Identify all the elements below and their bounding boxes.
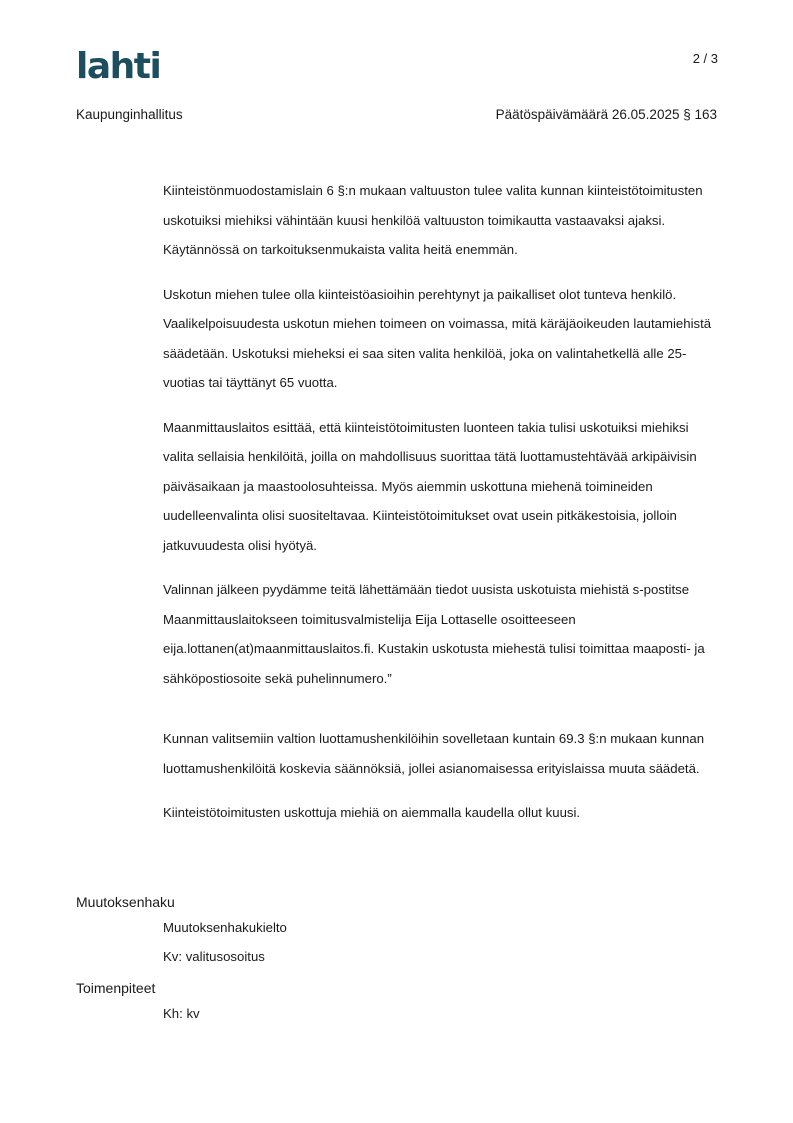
body-paragraph: Kunnan valitsemiin valtion luottamushenkilöihin sovelletaan kuntain 69.3 §:n mukaan kunnan luottamushenkilöitä koskevia säännöksiä, jollei asianomaisessa erityislaissa muuta säädetä. [163,731,705,776]
page-number: 2 / 3 [692,51,718,66]
actions-item: Kh: kv [163,1006,200,1021]
decision-date: Päätöspäivämäärä 26.05.2025 § 163 [495,107,717,122]
appeal-heading: Muutoksenhaku [76,894,175,910]
decision-body [163,176,719,843]
body-paragraph: Maanmittauslaitos esittää, että kiinteistötoimitusten luonteen takia tulisi uskotuiksi miehiksi valita sellaisia henkilöitä, joilla on mahdollisuus suorittaa tätä luottamustehtävää arkipäivisin päiväsaikaan ja maastoolosuhteissa. Myös aiemmin uskottuna miehenä toimineiden uudelleenvalinta olisi suositeltavaa. Kiinteistötoimitukset ovat usein pitkäkestoisia, jolloin jatkuvuudesta olisi hyötyä. [163,419,697,553]
body-paragraph: Kiinteistönmuodostamislain 6 §:n mukaan valtuuston tulee valita kunnan kiinteistötoimitusten uskotuiksi miehiksi vähintään kuusi henkilöä valtuuston toimikautta vastaavaksi ajaksi. Käytännössä on tarkoituksenmukaista valita heitä enemmän. [163,183,703,257]
logo-wordmark: lahti [76,46,161,84]
lahti-logo [76,44,168,84]
appeal-item: Kv: valitusosoitus [163,949,265,964]
body-paragraph: Valinnan jälkeen pyydämme teitä lähettämään tiedot uusista uskotuista miehistä s-postitse Maanmittauslaitokseen toimitusvalmistelija Eija Lottaselle osoitteeseen eija.lottanen(at)maanmittauslaitos.fi. Kustakin uskotusta miehestä tulisi toimittaa maaposti- ja sähköpostiosoite sekä puhelinnumero.” [163,582,705,686]
organization-name: Kaupunginhallitus [76,107,183,122]
actions-heading: Toimenpiteet [76,980,156,996]
lahti-logo-mark [76,44,168,84]
body-paragraph: Kiinteistötoimitusten uskottuja miehiä on aiemmalla kaudella ollut kuusi. [163,805,581,820]
body-paragraph: Uskotun miehen tulee olla kiinteistöasioihin perehtynyt ja paikalliset olot tunteva henkilö. Vaalikelpoisuudesta uskotun miehen toimeen on voimassa, mitä käräjäoikeuden lautamiehistä säädetään. Uskotuksi mieheksi ei saa siten valita henkilöä, joka on valintahetkellä alle 25-vuotias tai täyttänyt 65 vuotta. [163,286,712,390]
appeal-item: Muutoksenhakukielto [163,920,287,935]
